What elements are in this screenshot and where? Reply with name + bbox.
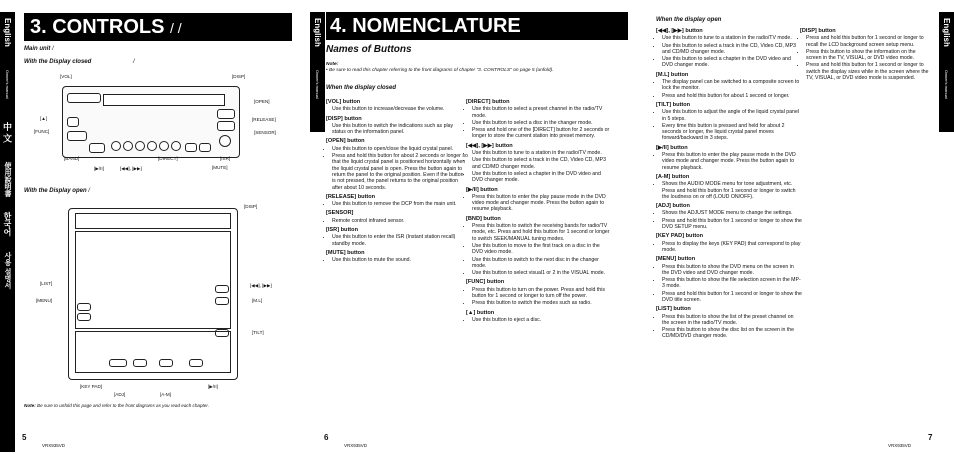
description-item: • Use this button to select a chapter in the DVD video and DVD changer mode.: [472, 171, 610, 184]
ml-button[interactable]: [215, 297, 229, 305]
open-label-keypad: [KEY PAD]: [80, 384, 103, 389]
button-description-list: [326, 146, 468, 191]
open-heading: With the Display open /: [24, 188, 90, 194]
description-item: • Press and hold this button for about 2 seconds or longer so that the liquid crystal panel is positioned horizontally when the liquid crystal panel is open. Press the button again to return the panel to the original position. Even if the button is not pressed, the panel returns to the original position after about 10 seconds.: [332, 153, 468, 191]
open-label-ml: [M.L]: [252, 298, 263, 303]
button-description-list: [656, 241, 802, 254]
button-heading: [SENSOR]: [326, 210, 354, 217]
tab-lang-3: 使用說明書: [4, 162, 11, 197]
adj-button[interactable]: [133, 359, 147, 367]
description-item: • Press this button to show the disc list on the screen in the CD/MD/DVD changer mode.: [662, 327, 802, 340]
page6-left-column: [326, 96, 468, 265]
tab-manual-7: Owner's manual: [944, 70, 949, 99]
button-description-list: [656, 35, 802, 68]
description-item: • Shows the ADJUST MODE menu to change the settings.: [662, 210, 802, 216]
page-7: [636, 0, 954, 454]
button-description-list: [326, 257, 468, 263]
button-heading: [TILT] button: [656, 101, 691, 108]
button-heading: [VOL] button: [326, 99, 361, 105]
description-item: • Use this button to remove the DCP from the main unit.: [332, 201, 468, 207]
main-unit-heading: Main unit /: [24, 46, 54, 52]
label-disp: [DISP]: [232, 74, 246, 79]
description-item: • Press to display the keys (KEY PAD) that correspond to play mode.: [662, 241, 802, 254]
description-item: • Use this button to mute the sound.: [332, 257, 468, 263]
button-heading: [▶/II] button: [656, 144, 688, 151]
display-closed-heading: When the display closed: [326, 85, 397, 91]
open-screen: [75, 231, 231, 329]
button-description-list: [466, 194, 610, 213]
description-item: • Use this button to tune to a station in the radio/TV mode.: [472, 150, 610, 156]
title-separators: / /: [170, 20, 182, 36]
release-button[interactable]: [217, 121, 235, 131]
open-label-menu: [MENU]: [36, 298, 53, 303]
description-item: • Press this button to enter the play pause mode in the DVD video mode and changer mode. Press the button again to resume playback.: [472, 194, 610, 213]
controls-title: 3. CONTROLS: [30, 16, 165, 38]
display-open-heading: When the display open: [656, 17, 722, 23]
button-heading: [ADJ] button: [656, 203, 690, 210]
button-heading: [DIRECT] button: [466, 99, 510, 105]
unit-closed-diagram: [62, 86, 240, 158]
mute-button[interactable]: [199, 143, 211, 152]
open-label-play: [▶/II]: [208, 384, 218, 389]
unit-open-diagram: [68, 208, 238, 380]
direct-button-2[interactable]: [123, 141, 133, 151]
description-item: • Press this button to show the file selection screen in the MP-3 mode.: [662, 277, 802, 290]
open-label-tilt: [TILT]: [252, 330, 264, 335]
button-description-list: [656, 109, 802, 141]
keypad-button[interactable]: [109, 359, 127, 367]
description-item: • Use this button to select a chapter in the DVD video and DVD changer mode.: [662, 56, 802, 69]
description-item: • Use this button to select a disc in the changer mode.: [472, 120, 610, 126]
eject-button[interactable]: [67, 117, 79, 127]
button-heading: [▲] button: [466, 309, 495, 316]
vol-knob[interactable]: [67, 93, 101, 103]
description-item: • Use this button to switch the indications such as play status on the information panel.: [332, 123, 468, 136]
page6-note: Note: • Be sure to read this chapter referring to the front diagrams of chapter "3. CONTROLS" on page 5 (unfold).: [326, 62, 554, 73]
button-description-list: [656, 181, 802, 200]
open-button[interactable]: [217, 109, 235, 119]
button-description-list: [466, 223, 610, 276]
description-item: • Use this button to select a track in the CD, Video CD, MP3 and CD/MD changer mode.: [662, 43, 802, 56]
tab-lang-5: 사용 설명서: [4, 252, 11, 289]
open-top-strip: [75, 213, 231, 229]
button-description-list: [656, 152, 802, 171]
label-vol: [VOL]: [60, 74, 72, 79]
nomenclature-title: 4. NOMENCLATURE: [326, 12, 628, 40]
button-heading: [BND] button: [466, 215, 501, 222]
label-isr: [ISR]: [220, 156, 231, 161]
direct-button-6[interactable]: [171, 141, 181, 151]
tab-english-6: English: [313, 18, 322, 47]
description-item: • Press this button to turn on the power. Press and hold this button for 1 second or longer to turn off the power.: [472, 287, 610, 300]
button-heading: [▶/II] button: [466, 186, 498, 193]
button-description-list: [466, 150, 610, 183]
label-sensor: [SENSOR]: [254, 130, 276, 135]
description-item: • Use this button to select visual1 or 2 in the VISUAL mode.: [472, 270, 610, 276]
description-item: • Use this button to tune to a station in the radio/TV mode.: [662, 35, 802, 41]
button-heading: [RELEASE] button: [326, 193, 376, 200]
button-heading: [OPEN] button: [326, 138, 365, 145]
page-6: [310, 0, 636, 454]
button-description-list: [656, 210, 802, 230]
open-lower-panel: [75, 331, 231, 373]
label-direct: [DIRECT]: [158, 156, 178, 161]
description-item: • Press this button to enter the play pause mode in the DVD video mode and changer mode. Press the button again to resume playback.: [662, 152, 802, 171]
label-open: [OPEN]: [254, 99, 270, 104]
description-item: • Use this button to increase/decrease the volume.: [332, 106, 468, 112]
button-heading: [KEY PAD] button: [656, 233, 704, 240]
open-label-seek: [◀◀], [▶▶]: [250, 283, 272, 288]
description-item: • Press this button to switch the receiving bands for radio/TV mode, etc. Press and hold this button for 1 second or longer to switch SEEK/MANUAL tuning modes.: [472, 223, 610, 242]
label-mute: [MUTE]: [212, 165, 228, 170]
model-6: VRX935VD: [344, 443, 368, 448]
description-item: • Press this button to switch the modes such as radio.: [472, 300, 610, 306]
direct-button-1[interactable]: [111, 141, 121, 151]
names-of-buttons-subtitle: Names of Buttons: [326, 44, 412, 55]
label-func: [FUNC]: [34, 129, 50, 134]
button-heading: [A-M] button: [656, 173, 690, 180]
description-item: • Use this button to adjust the angle of the liquid crystal panel in 5 steps.: [662, 109, 802, 122]
description-item: • Press and hold one of the [DIRECT] button for 2 seconds or longer to store the current station into preset memory.: [472, 127, 610, 140]
button-description-list: [466, 287, 610, 307]
button-heading: [DISP] button: [800, 28, 836, 34]
menu-button[interactable]: [77, 313, 91, 321]
label-seek: [◀◀], [▶▶]: [120, 166, 142, 171]
open-label-adj: [ADJ]: [114, 392, 126, 397]
button-description-list: [326, 234, 468, 247]
description-item: • Press this button to show the DVD menu on the screen in the DVD video and DVD changer mode.: [662, 264, 802, 277]
label-eject: [▲]: [40, 116, 48, 121]
open-label-disp: [DISP]: [244, 204, 258, 209]
button-description-list: [800, 35, 930, 81]
tab-lang-2: 中 文: [2, 122, 12, 143]
page-title: [24, 13, 292, 41]
description-item: • Remote control infrared sensor.: [332, 218, 468, 224]
description-item: • Use this button to select a preset channel in the radio/TV mode.: [472, 106, 610, 119]
seek-button-open[interactable]: [215, 285, 229, 293]
description-item: • Use this button to select a track in the CD, Video CD, MP3 and CD/MD changer mode.: [472, 157, 610, 170]
button-heading: [M.L] button: [656, 71, 689, 78]
description-item: • The display panel can be switched to a composite screen to lock the monitor.: [662, 79, 802, 92]
button-heading: [ISR] button: [326, 227, 358, 234]
description-item: • Use this button to eject a disc.: [472, 317, 610, 323]
side-tab-right: [939, 12, 954, 132]
description-item: • Shows the AUDIO MODE menu for tone adjustment, etc. Press and hold this button for 1 second or longer to switch the loudness on or off (LOUD ON/OFF).: [662, 181, 802, 200]
description-item: • Use this button to switch to the next disc in the changer mode.: [472, 257, 610, 270]
page-number-7: 7: [928, 433, 933, 442]
open-label-am: [A-M]: [160, 392, 171, 397]
button-heading: [MENU] button: [656, 256, 696, 263]
isr-button[interactable]: [185, 143, 197, 152]
description-item: • Use this button to open/close the liquid crystal panel.: [332, 146, 468, 152]
button-description-list: [326, 201, 468, 207]
button-heading: [LIST] button: [656, 306, 691, 313]
description-item: • Press this button to show the information on the screen in the TV, VISUAL, or DVD video mode.: [806, 49, 930, 62]
list-button[interactable]: [77, 303, 91, 311]
direct-button-5[interactable]: [159, 141, 169, 151]
func-button[interactable]: [67, 131, 87, 141]
button-description-list: [656, 79, 802, 99]
description-item: • Press and hold this button for 1 second or longer to recall the LCD background screen setup menu.: [806, 35, 930, 48]
description-item: • Press this button to show the list of the preset channel on the screen in the radio/TV mode.: [662, 314, 802, 327]
model-7: VRX935VD: [888, 443, 912, 448]
closed-heading: With the Display closed /: [24, 59, 135, 65]
button-heading: [DISP] button: [326, 115, 362, 122]
side-tab-page6: [310, 12, 325, 132]
description-item: • Press and hold this button for 1 second or longer to switch the display sizes while in the screen where the TV, VISUAL, or DVD video mode is suspended.: [806, 62, 930, 81]
button-description-list: [466, 317, 610, 323]
description-item: • Press and hold this button for about 1 second or longer.: [662, 93, 802, 99]
closed-display: [103, 94, 225, 106]
label-band: [BAND]: [64, 156, 80, 161]
model-5: VRX935VD: [42, 443, 66, 448]
description-item: • Use this button to move to the first track on a disc in the DVD video mode.: [472, 243, 610, 256]
button-description-list: [466, 106, 610, 139]
button-heading: [◀◀], [▶▶] button: [656, 28, 703, 34]
side-tab-left: [0, 12, 15, 452]
button-heading: [FUNC] button: [466, 279, 505, 286]
button-description-list: [656, 314, 802, 340]
button-heading: [MUTE] button: [326, 249, 365, 256]
page-5: [0, 0, 310, 454]
tab-english-7: English: [942, 18, 951, 47]
play-button-open[interactable]: [189, 359, 203, 367]
tab-manual-6: Owner's manual: [315, 70, 320, 99]
tab-lang-4: 한국어: [3, 212, 12, 236]
am-button[interactable]: [159, 359, 173, 367]
open-label-list: [LIST]: [40, 281, 53, 286]
direct-button-4[interactable]: [147, 141, 157, 151]
button-heading: [◀◀], [▶▶] button: [466, 142, 513, 149]
label-release: [RELEASE]: [252, 117, 276, 122]
tab-english: English: [3, 18, 12, 47]
button-description-list: [326, 106, 468, 112]
direct-button-3[interactable]: [135, 141, 145, 151]
description-item: • Every time this button is pressed and held for about 2 seconds or longer, the liquid crystal panel moves forward/backward in 3 steps.: [662, 123, 802, 142]
description-item: • Press and hold this button for 1 second or longer to show the DVD title screen.: [662, 291, 802, 304]
button-description-list: [326, 123, 468, 136]
tab-manual: Owner's manual: [5, 70, 10, 99]
button-description-list: [326, 218, 468, 224]
description-item: • Use this button to enter the ISR (Instant station recall) standby mode.: [332, 234, 468, 247]
band-button[interactable]: [89, 143, 105, 153]
page6-right-column: [466, 96, 610, 324]
page5-note: Note: Be sure to unfold this page and refer to the front diagrams as you read each chapter.: [24, 403, 209, 408]
page7-left-column: [656, 25, 802, 341]
sensor-window: [219, 135, 231, 147]
page7-right-column: [800, 25, 930, 82]
button-description-list: [656, 264, 802, 304]
page-number-5: 5: [22, 433, 27, 442]
description-item: • Press and hold this button for 1 second or longer to show the DVD SETUP menu.: [662, 218, 802, 231]
label-play: [▶/II]: [94, 166, 104, 171]
page-number-6: 6: [324, 433, 329, 442]
